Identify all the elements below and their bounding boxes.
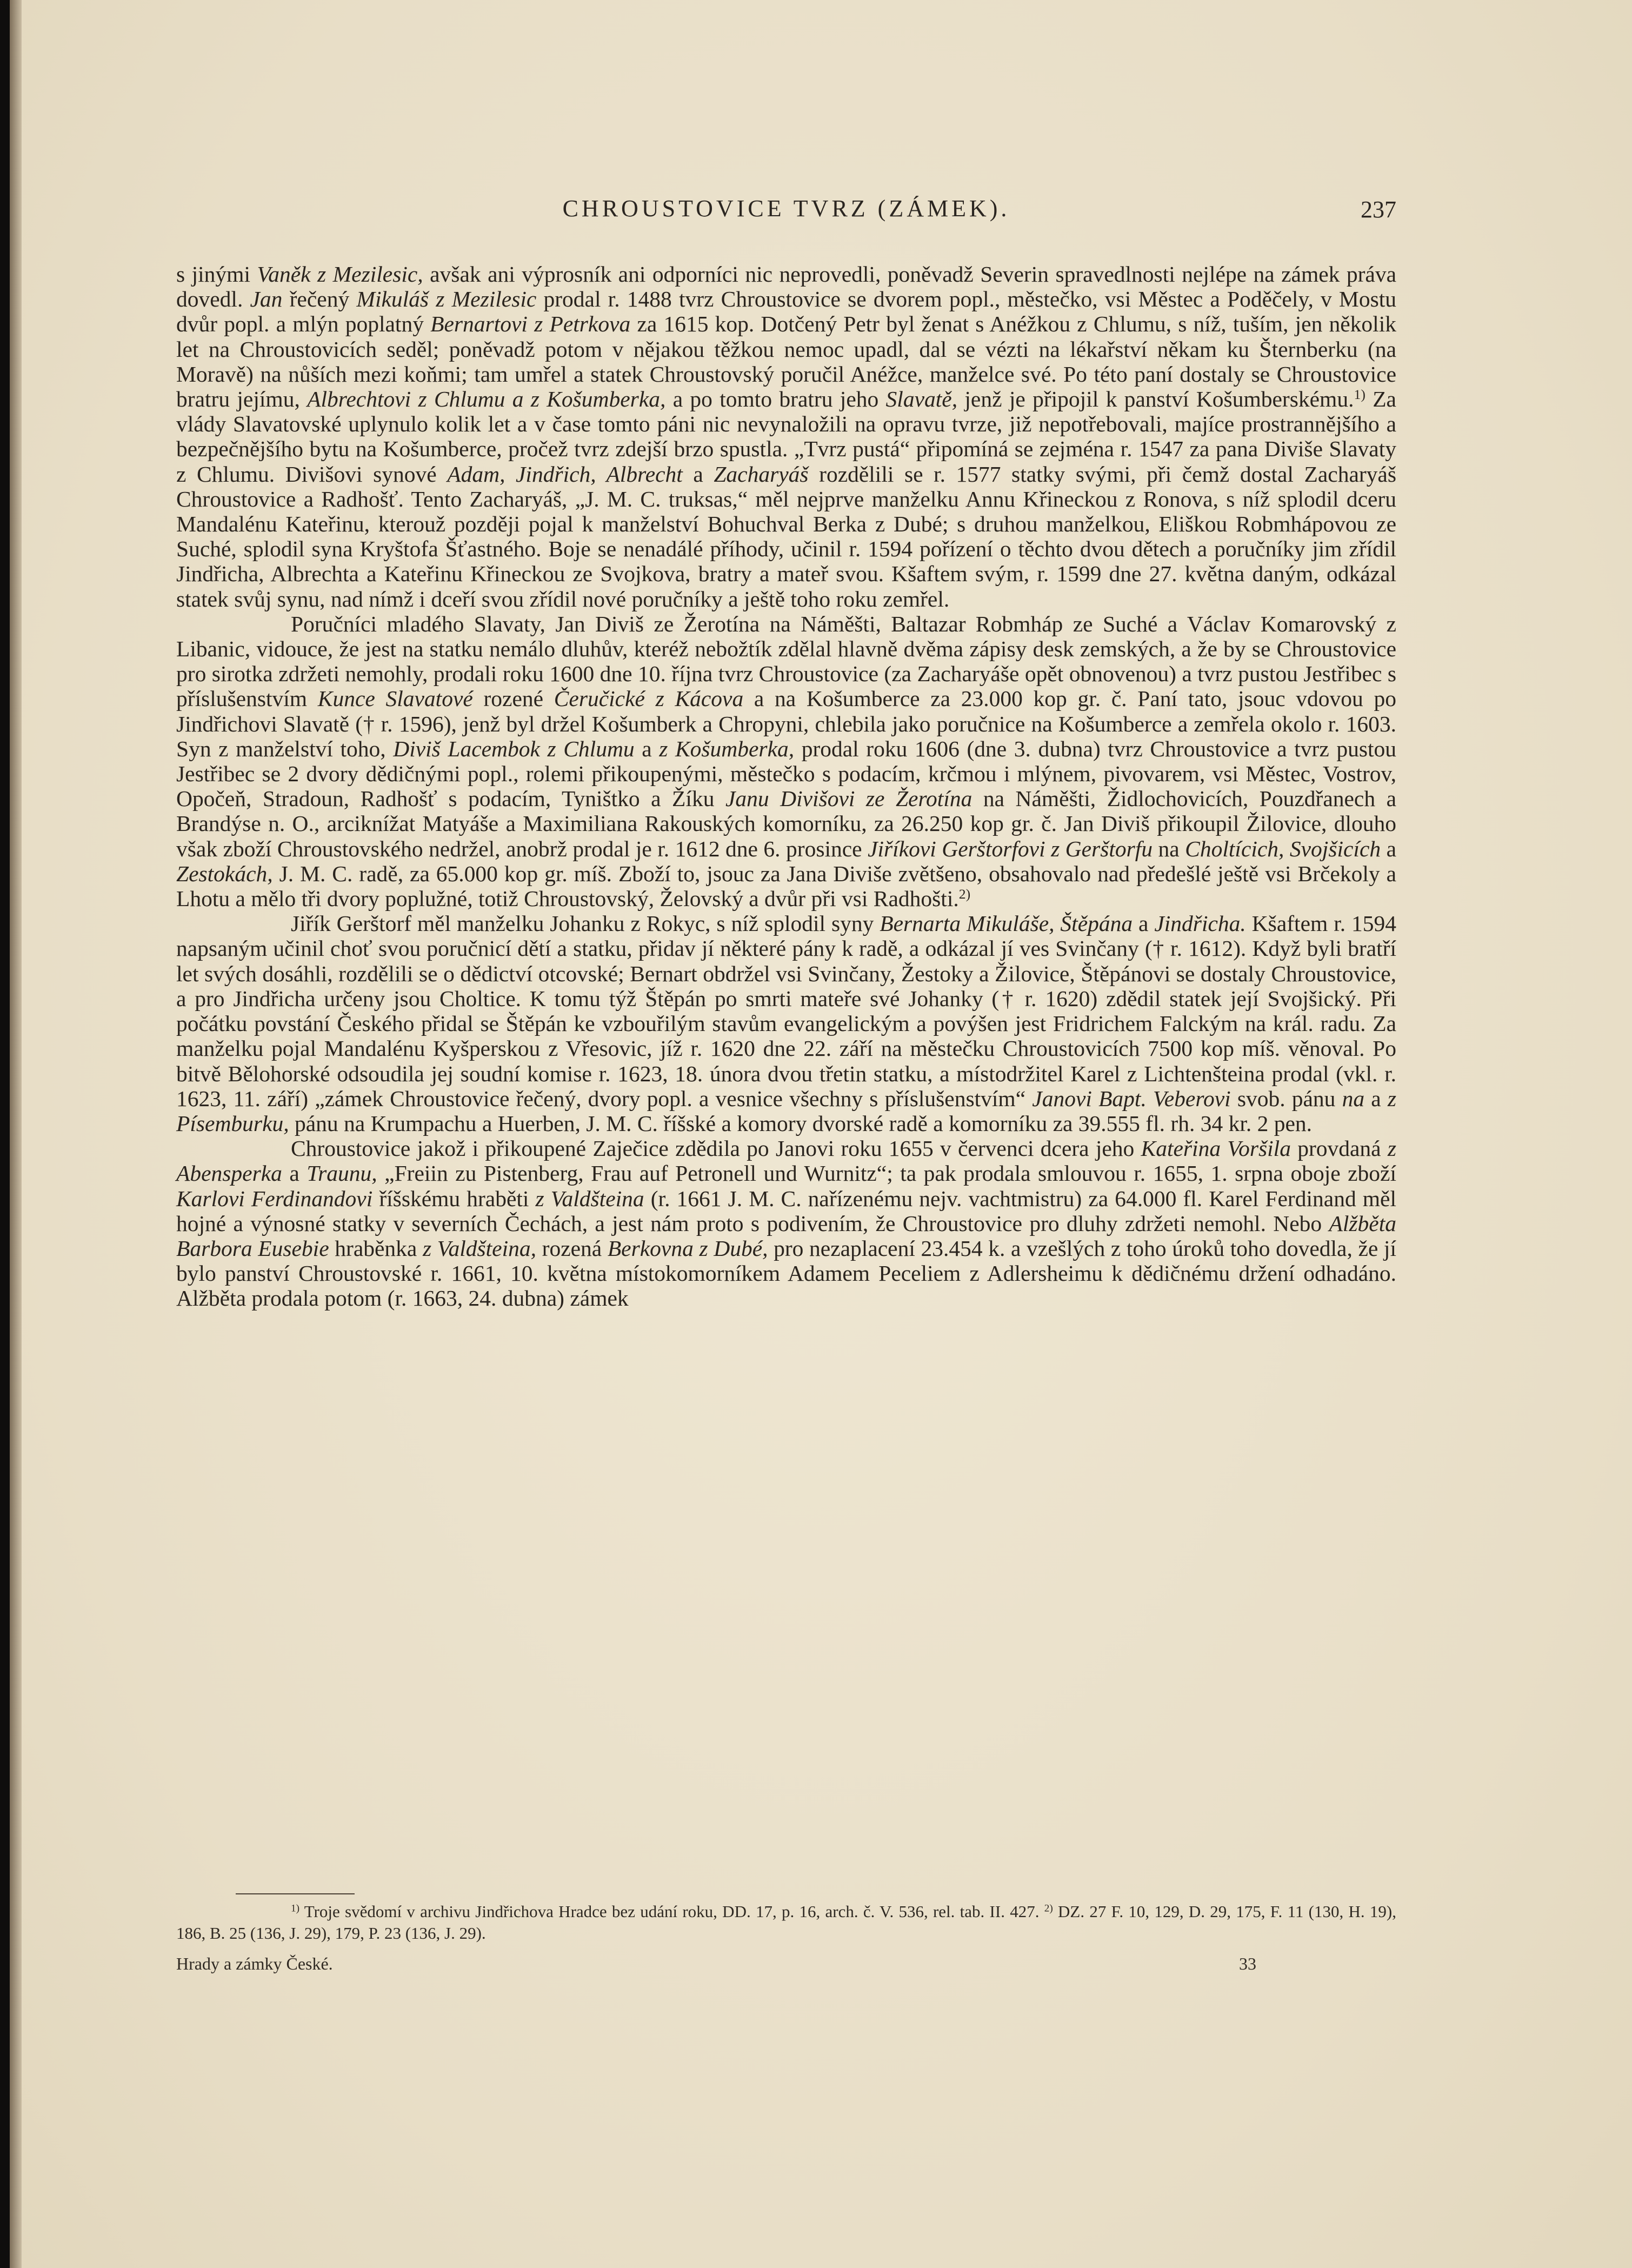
- body-text: [176, 262, 1396, 1311]
- footnote-rule: [236, 1893, 355, 1894]
- scan-binding-edge: [0, 0, 10, 2268]
- series-title: Hrady a zámky České.: [176, 1954, 333, 1973]
- paragraph-3: Jiřík Gerštorf měl manželku Johanku z Rokyc, s níž splodil syny Bernarta Mikuláše, Štěpána a Jindřicha. Kšaftem r. 1594 napsaným učinil choť svou poručnicí dětí a statku, přidav jí některé pány k radě, a odkázal jí ves Svinčany († r. 1612). Když byli bratří let svých dosáhli, rozdělili se o dědictví otcovské; Bernart obdržel vsi Svinčany, Žestoky a Žilovice, Štěpánovi se dostaly Chroustovice, a pro Jindřicha určeny jsou Choltice. K tomu týž Štěpán po smrti mateře své Johanky († r. 1620) zdědil statek její Svojšický. Při počátku povstání Českého přidal se Štěpán ke vzbouřilým stavům evangelickým a povýšen jest Fridrichem Falckým na král. radu. Za manželku pojal Mandalénu Kyšperskou z Vřesovic, jíž r. 1620 dne 22. září na městečku Chroustovicích 7500 kop míš. věnoval. Po bitvě Bělohorské odsoudila jej soudní komise r. 1623, 18. února dvou třetin statku, a místodržitel Karel z Lichtenšteina prodal (vkl. r. 1623, 11. září) „zámek Chroustovice řečený, dvory popl. a vesnice všechny s příslušenstvím“ Janovi Bapt. Veberovi svob. pánu na a z Písemburku, pánu na Krumpachu a Huerben, J. M. C. říšské a komory dvorské radě a komorníku za 39.555 fl. rh. 34 kr. 2 pen.: [176, 911, 1397, 1136]
- paragraph-1: s jinými Vaněk z Mezilesic, avšak ani výprosník ani odporníci nic neprovedli, poněvadž Severin spravedlnosti nejlépe na zámek práva dovedl. Jan řečený Mikuláš z Mezilesic prodal r. 1488 tvrz Chroustovice se dvorem popl., městečko, vsi Městec a Poděčely, v Mostu dvůr popl. a mlýn poplatný Bernartovi z Petrkova za 1615 kop. Dotčený Petr byl ženat s Anéžkou z Chlumu, s níž, tuším, jen několik let na Chroustovicích seděl; poněvadž potom v nějakou těžkou nemoc upadl, dal se vézti na lékařství někam ku Šternberku (na Moravě) na nůších mezi koňmi; tam umřel a statek Chroustovský poručil Anéžce, manželce své. Po této paní dostaly se Chroustovice bratru jejímu, Albrechtovi z Chlumu a z Košumberka, a po tomto bratru jeho Slavatě, jenž je připojil k panství Košumberskému.$^{1)}$ Za vlády Slavatovské uplynulo kolik let a v čase tomto páni nic nevynaložili na opravu tvrze, již nepotřebovali, majíce prostrannějšího a bezpečnějšího bytu na Košumberce, pročež tvrz zdejší brzo spustla. „Tvrz pustá“ připomíná se zejména r. 1547 za pana Diviše Slavaty z Chlumu. Divišovi synové Adam, Jindřich, Albrecht a Zacharyáš rozdělili se r. 1577 statky svými, při čemž dostal Zacharyáš Chroustovice a Radhošť. Tento Zacharyáš, „J. M. C. truksas,“ měl nejprve manželku Annu Křineckou z Ronova, s níž splodil dceru Mandalénu Kateřinu, kterouž později pojal k manželství Bohuchval Berka z Dubé; s druhou manželkou, Eliškou Robmhápovou ze Suché, splodil syna Kryštofa Šťastného. Boje se nenadálé příhody, učinil r. 1594 pořízení o těchto dvou dětech a poručníky jim zřídil Jindřicha, Albrechta a Kateřinu Křineckou ze Svojkova, bratry a mateř svou. Kšaftem svým, r. 1599 dne 27. května daným, odkázal statek svůj synu, nad nímž i dceří svou zřídil nové poručníky a ještě toho roku zemřel.: [176, 262, 1397, 611]
- book-page: [22, 0, 1632, 2268]
- paragraph-2: Poručníci mladého Slavaty, Jan Diviš ze Žerotína na Náměšti, Baltazar Robmháp ze Suché a Václav Komarovský z Libanic, vidouce, že jest na statku nemálo dluhův, kteréž nebožtík zdělal hlavně dvěma zápisy desk zemských, a že by se Chroustovice pro sirotka zdržeti nemohly, prodali roku 1600 dne 10. října tvrz Chroustovice (za Zacharyáše opět obnovenou) a tvrz pustou Jestřibec s příslušenstvím Kunce Slavatové rozené Čeručické z Kácova a na Košumberce za 23.000 kop gr. č. Paní tato, jsouc vdovou po Jindřichovi Slavatě († r. 1596), jenž byl držel Košumberk a Chropyni, chlebila jako poručnice na Košumberce a zemřela okolo r. 1603. Syn z manželství toho, Diviš Lacembok z Chlumu a z Košumberka, prodal roku 1606 (dne 3. dubna) tvrz Chroustovice a tvrz pustou Jestřibec se 2 dvory dědičnými popl., rolemi přikoupenými, městečko s podacím, krčmou i mlýnem, pivovarem, vsi Městec, Vostrov, Opočeň, Stradoun, Radhošť s podacím, Tyništko a Žíku Janu Divišovi ze Žerotína na Náměšti, Židlochovicích, Pouzdřanech a Brandýse n. O., arciknížat Matyáše a Maximiliana Rakouských komorníku, za 26.250 kop gr. č. Jan Diviš přikoupil Žilovice, dlouho však zboží Chroustovského nedržel, anobrž prodal je r. 1612 dne 6. prosince Jiříkovi Gerštorfovi z Gerštorfu na Choltícich, Svojšicích a Zestokách, J. M. C. radě, za 65.000 kop gr. míš. Zboží to, jsouc za Jana Diviše zvětšeno, obsahovalo nad předešlé ještě vsi Brčekoly a Lhotu a mělo tři dvory poplužné, totiž Chroustovský, Želovský a dvůr při vsi Radhošti.$^{2)}$: [176, 611, 1397, 912]
- running-head: [176, 195, 1396, 227]
- footnote-text: $^{1)}$ Troje svědomí v archivu Jindřichova Hradce bez udání roku, DD. 17, p. 16, arch. č. V. 536, rel. tab. II. 427. $^{2)}$ DZ. 27 F. 10, 129, D. 29, 175, F. 11 (130, H. 19), 186, B. 25 (136, J. 29), 179, P. 23 (136, J. 29).: [176, 1902, 1396, 1943]
- paragraph-4: Chroustovice jakož i přikoupené Zaječice zdědila po Janovi roku 1655 v červenci dcera jeho Kateřina Voršila provdaná z Abensperka a Traunu, „Freiin zu Pistenberg, Frau auf Petronell und Wurnitz“; ta pak prodala smlouvou r. 1655, 1. srpna oboje zboží Karlovi Ferdinandovi říšskému hraběti z Valdšteina (r. 1661 J. M. C. nařízenému nejv. vachtmistru) za 64.000 fl. Karel Ferdinand měl hojné a výnosné statky v severních Čechách, a jest nám proto s podivením, že Chroustovice pro dluhy zdržeti nemohl. Nebo Alžběta Barbora Eusebie hraběnka z Valdšteina, rozená Berkovna z Dubé, pro nezaplacení 23.454 k. a vzešlých z toho úroků toho dovedla, že jí bylo panství Chroustovské r. 1661, 10. května místokomorníkem Adamem Peceliem z Adlersheimu k dědičnému držení odhadáno. Alžběta prodala potom (r. 1663, 24. dubna) zámek: [176, 1136, 1397, 1311]
- running-head-title: CHROUSTOVICE TVRZ (ZÁMEK).: [562, 195, 1010, 222]
- signature-line: [176, 1954, 1396, 1978]
- footnote-ref-2: 2): [958, 886, 971, 902]
- page-gutter: [10, 0, 22, 2268]
- footnotes: [176, 1901, 1396, 1944]
- sheet-number: 33: [1239, 1954, 1256, 1973]
- page-number: 237: [1361, 196, 1396, 223]
- footnote-ref-1: 1): [1354, 386, 1365, 402]
